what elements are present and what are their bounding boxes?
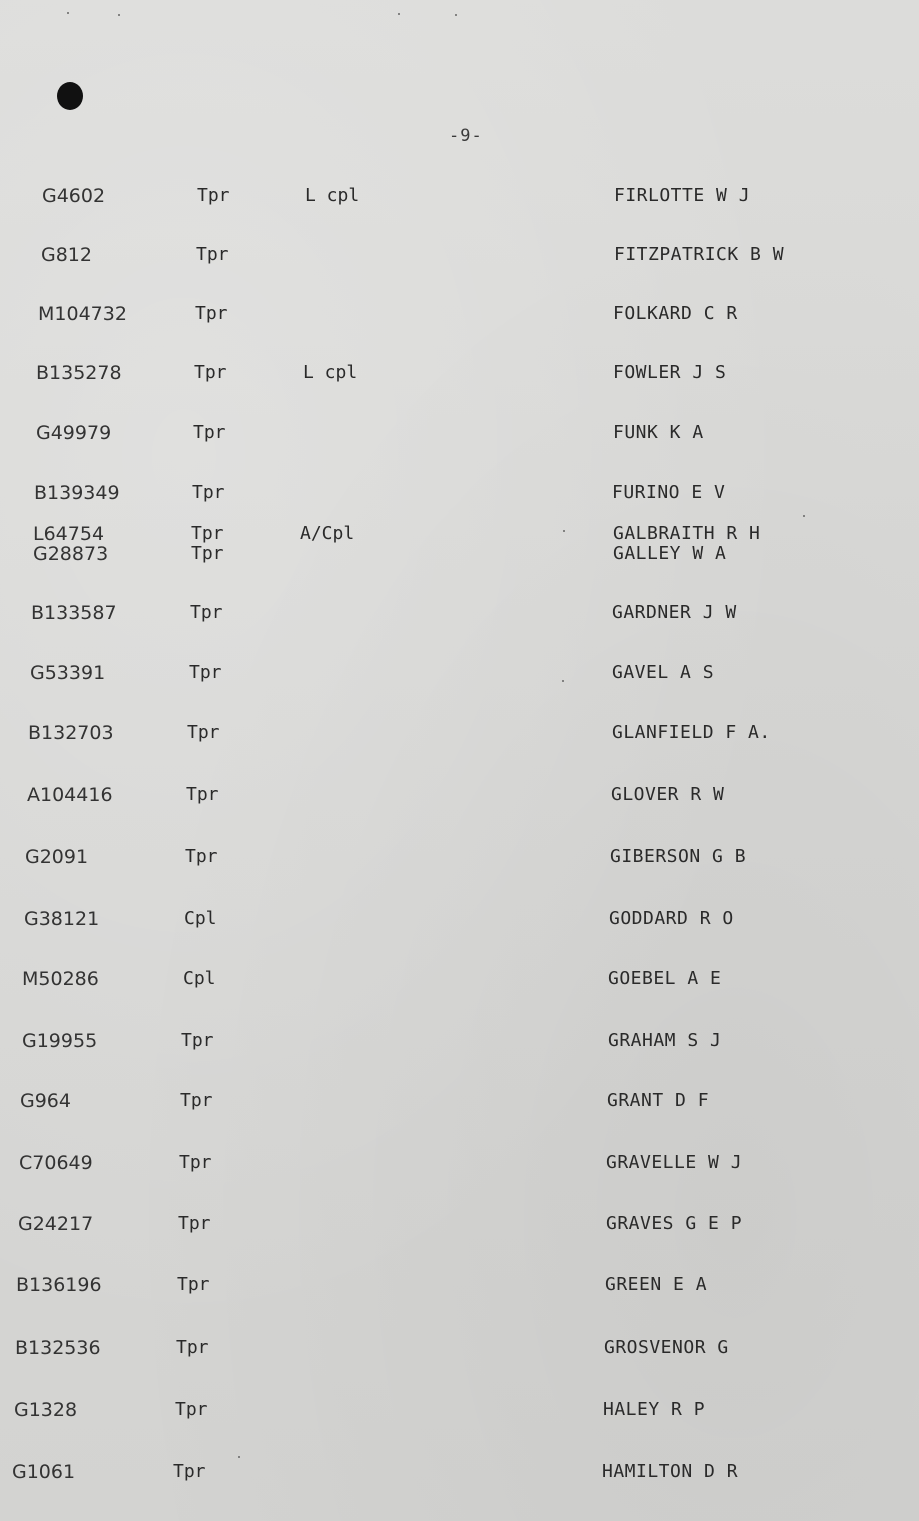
rank: Tpr bbox=[181, 1030, 214, 1051]
rank: Tpr bbox=[189, 662, 222, 683]
member-name: FUNK K A bbox=[613, 422, 704, 443]
appointment: A/Cpl bbox=[300, 523, 355, 544]
roster-row bbox=[0, 1213, 919, 1235]
member-name: GROSVENOR G bbox=[604, 1337, 729, 1358]
service-number: B135278 bbox=[36, 362, 122, 384]
service-number: G964 bbox=[20, 1090, 71, 1112]
roster-row bbox=[0, 1090, 919, 1112]
rank: Tpr bbox=[173, 1461, 206, 1482]
roster-row bbox=[0, 244, 919, 266]
service-number: B132536 bbox=[15, 1337, 101, 1359]
service-number: M104732 bbox=[38, 303, 127, 325]
rank: Tpr bbox=[180, 1090, 213, 1111]
roster-row bbox=[0, 722, 919, 744]
service-number: G812 bbox=[41, 244, 92, 266]
service-number: B136196 bbox=[16, 1274, 102, 1296]
service-number: G2091 bbox=[25, 846, 89, 868]
member-name: GALLEY W A bbox=[613, 543, 727, 564]
member-name: GLOVER R W bbox=[611, 784, 725, 805]
service-number: L64754 bbox=[33, 523, 105, 545]
speck bbox=[118, 14, 120, 16]
member-name: GLANFIELD F A. bbox=[612, 722, 771, 743]
roster-row bbox=[0, 422, 919, 444]
rank: Tpr bbox=[177, 1274, 210, 1295]
roster-row bbox=[0, 482, 919, 504]
service-number: G24217 bbox=[18, 1213, 94, 1235]
roster-row bbox=[0, 846, 919, 868]
rank: Tpr bbox=[192, 482, 225, 503]
member-name: GODDARD R O bbox=[609, 908, 734, 929]
rank: Tpr bbox=[190, 602, 223, 623]
roster-row bbox=[0, 185, 919, 207]
member-name: FITZPATRICK B W bbox=[614, 244, 785, 265]
appointment: L cpl bbox=[305, 185, 360, 206]
roster-row bbox=[0, 1337, 919, 1359]
member-name: GRAHAM S J bbox=[608, 1030, 722, 1051]
member-name: GIBERSON G B bbox=[610, 846, 747, 867]
roster-row bbox=[0, 1274, 919, 1296]
service-number: G38121 bbox=[24, 908, 100, 930]
rank: Tpr bbox=[194, 362, 227, 383]
roster-row bbox=[0, 1152, 919, 1174]
roster-row bbox=[0, 968, 919, 990]
rank: Tpr bbox=[195, 303, 228, 324]
roster-row bbox=[0, 662, 919, 684]
roster-row bbox=[0, 523, 919, 545]
roster-row bbox=[0, 1030, 919, 1052]
member-name: GALBRAITH R H bbox=[613, 523, 761, 544]
member-name: FIRLOTTE W J bbox=[614, 185, 751, 206]
member-name: FURINO E V bbox=[612, 482, 726, 503]
service-number: G4602 bbox=[42, 185, 106, 207]
roster-row bbox=[0, 543, 919, 565]
service-number: B133587 bbox=[31, 602, 117, 624]
service-number: B139349 bbox=[34, 482, 120, 504]
service-number: G19955 bbox=[22, 1030, 98, 1052]
rank: Tpr bbox=[176, 1337, 209, 1358]
roster-row bbox=[0, 362, 919, 384]
roster-row bbox=[0, 602, 919, 624]
service-number: G49979 bbox=[36, 422, 112, 444]
rank: Tpr bbox=[197, 185, 230, 206]
rank: Tpr bbox=[193, 422, 226, 443]
member-name: HAMILTON D R bbox=[602, 1461, 739, 1482]
member-name: GRAVES G E P bbox=[606, 1213, 743, 1234]
punch-hole bbox=[57, 82, 83, 110]
roster-row bbox=[0, 1399, 919, 1421]
page-number: -9- bbox=[449, 126, 483, 146]
service-number: G1061 bbox=[12, 1461, 76, 1483]
rank: Tpr bbox=[175, 1399, 208, 1420]
roster-row bbox=[0, 303, 919, 325]
rank: Tpr bbox=[191, 543, 224, 564]
appointment: L cpl bbox=[303, 362, 358, 383]
member-name: GAVEL A S bbox=[612, 662, 715, 683]
rank: Tpr bbox=[186, 784, 219, 805]
service-number: C70649 bbox=[19, 1152, 93, 1174]
roster-row bbox=[0, 908, 919, 930]
member-name: GARDNER J W bbox=[612, 602, 737, 623]
speck bbox=[398, 13, 400, 15]
member-name: FOLKARD C R bbox=[613, 303, 738, 324]
speck bbox=[455, 14, 457, 16]
member-name: FOWLER J S bbox=[613, 362, 727, 383]
member-name: GRANT D F bbox=[607, 1090, 710, 1111]
service-number: B132703 bbox=[28, 722, 114, 744]
rank: Cpl bbox=[184, 908, 217, 929]
member-name: GRAVELLE W J bbox=[606, 1152, 743, 1173]
rank: Tpr bbox=[187, 722, 220, 743]
service-number: M50286 bbox=[22, 968, 99, 990]
rank: Tpr bbox=[178, 1213, 211, 1234]
roster-row bbox=[0, 784, 919, 806]
rank: Tpr bbox=[196, 244, 229, 265]
rank: Tpr bbox=[179, 1152, 212, 1173]
roster-row bbox=[0, 1461, 919, 1483]
member-name: GOEBEL A E bbox=[608, 968, 722, 989]
member-name: GREEN E A bbox=[605, 1274, 708, 1295]
service-number: G28873 bbox=[33, 543, 109, 565]
speck bbox=[67, 12, 69, 14]
service-number: A104416 bbox=[27, 784, 113, 806]
member-name: HALEY R P bbox=[603, 1399, 706, 1420]
rank: Tpr bbox=[185, 846, 218, 867]
service-number: G53391 bbox=[30, 662, 106, 684]
service-number: G1328 bbox=[14, 1399, 78, 1421]
rank: Cpl bbox=[183, 968, 216, 989]
speck bbox=[803, 515, 805, 517]
speck bbox=[238, 1456, 240, 1458]
rank: Tpr bbox=[191, 523, 224, 544]
